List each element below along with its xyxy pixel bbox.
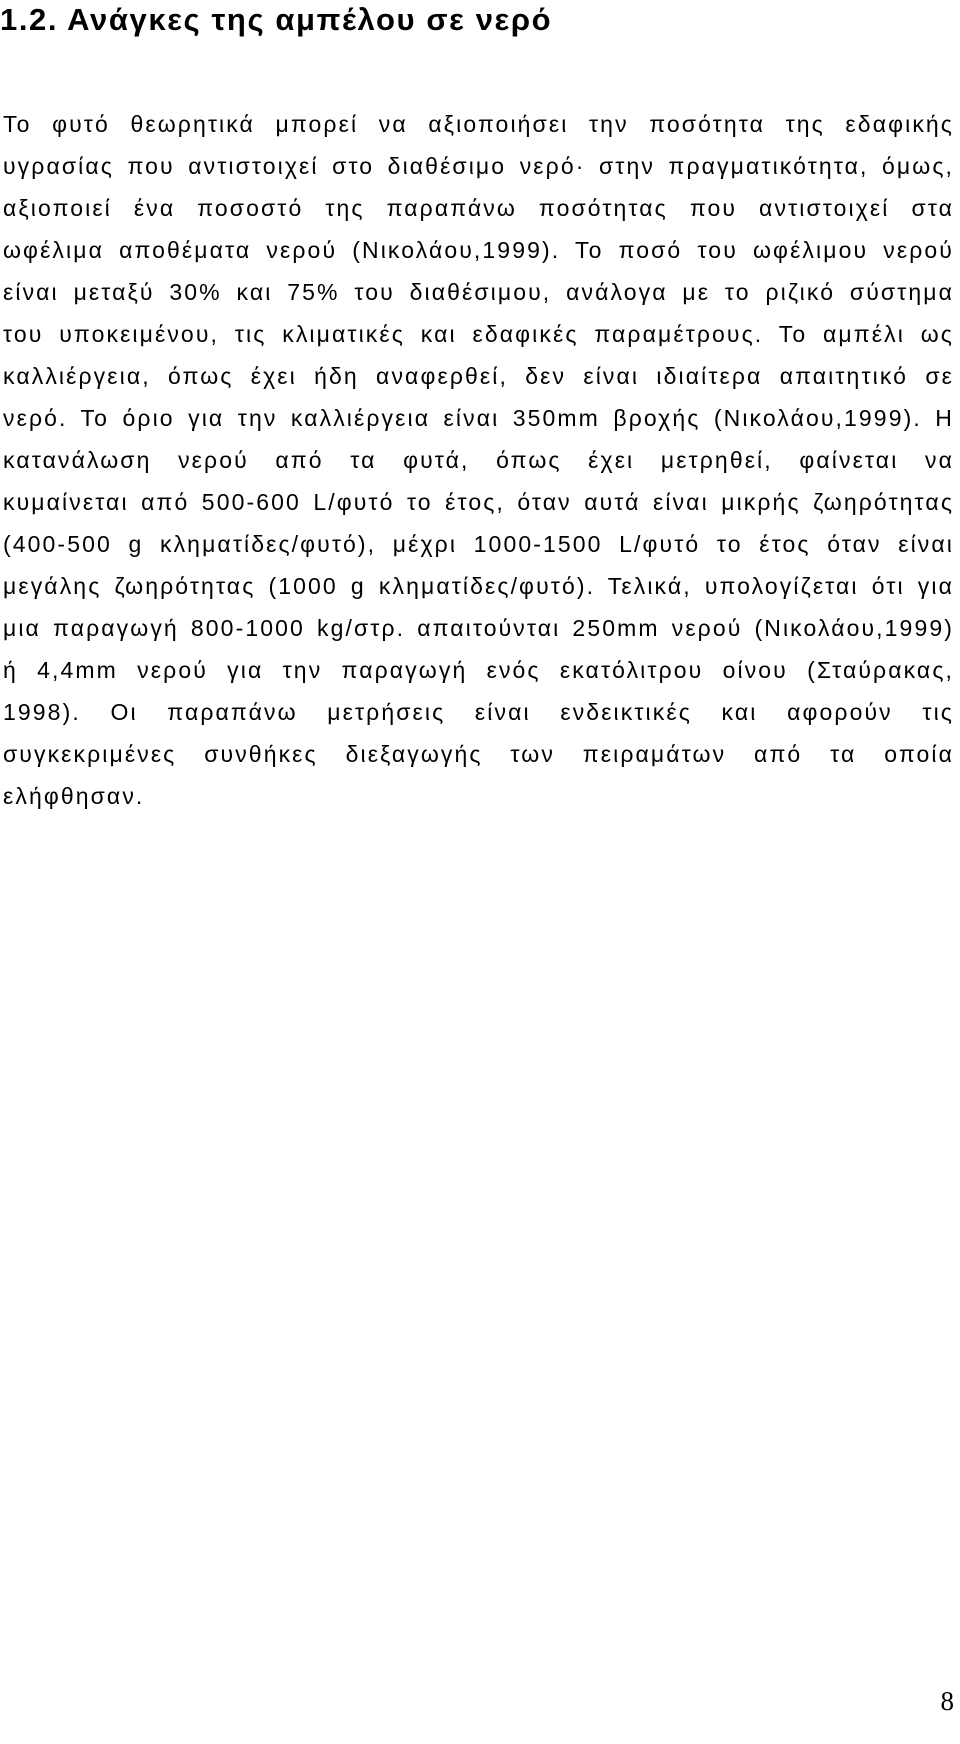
- body-paragraph: Το φυτό θεωρητικά μπορεί να αξιοποιήσει την ποσότητα της εδαφικής υγρασίας που αντιστοιχεί στο διαθέσιμο νερό· στην πραγματικότητα, όμως, αξιοποιεί ένα ποσοστό της παραπάνω ποσότητας που αντιστοιχεί στα ωφέλιμα αποθέματα νερού (Νικολάου,1999). Το ποσό του ωφέλιμου νερού είναι μεταξύ 30% και 75% του διαθέσιμου, ανάλογα με το ριζικό σύστημα του υποκειμένου, τις κλιματικές και εδαφικές παραμέτρους. Το αμπέλι ως καλλιέργεια, όπως έχει ήδη αναφερθεί, δεν είναι ιδιαίτερα απαιτητικό σε νερό. Το όριο για την καλλιέργεια είναι 350mm βροχής (Νικολάου,1999). Η κατανάλωση νερού από τα φυτά, όπως έχει μετρηθεί, φαίνεται να κυμαίνεται από 500-600 L/φυτό το έτος, όταν αυτά είναι μικρής ζωηρότητας (400-500 g κληματίδες/φυτό), μέχρι 1000-1500 L/φυτό το έτος όταν είναι μεγάλης ζωηρότητας (1000 g κληματίδες/φυτό). Τελικά, υπολογίζεται ότι για μια παραγωγή 800-1000 kg/στρ. απαιτούνται 250mm νερού (Νικολάου,1999) ή 4,4mm νερού για την παραγωγή ενός εκατόλιτρου οίνου (Σταύρακας, 1998). Οι παραπάνω μετρήσεις είναι ενδεικτικές και αφορούν τις συγκεκριμένες συνθήκες διεξαγωγής των πειραμάτων από τα οποία ελήφθησαν.: [3, 111, 954, 809]
- section-heading: 1.2. Ανάγκες της αμπέλου σε νερό: [0, 2, 553, 37]
- page-number: 8: [940, 1686, 954, 1716]
